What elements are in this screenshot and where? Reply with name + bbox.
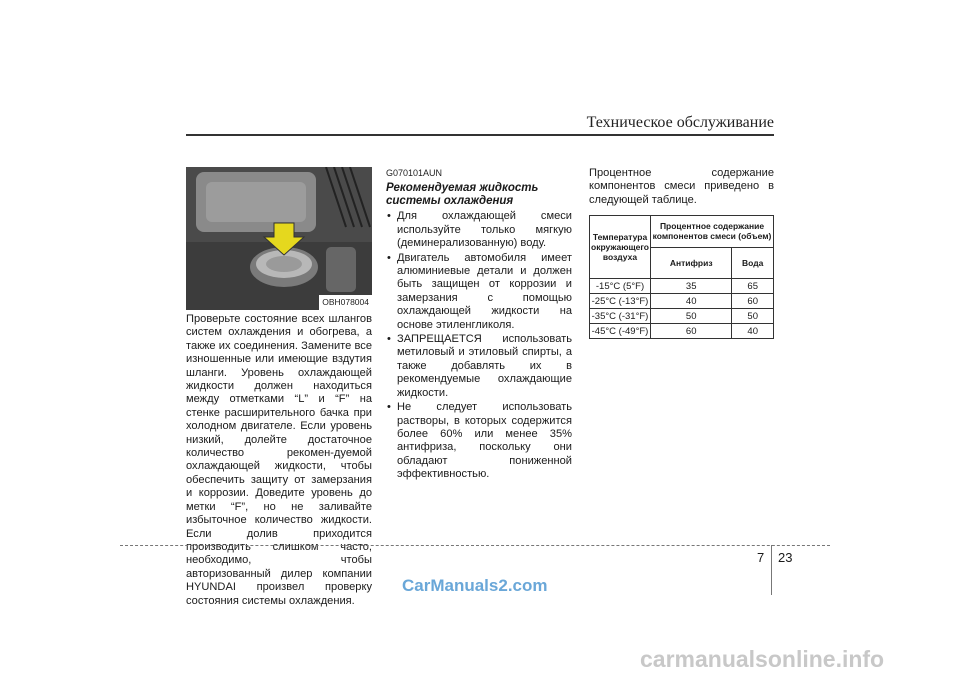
- coolant-mix-table: [589, 215, 774, 339]
- cell-antifreeze: 35: [651, 279, 732, 294]
- column-3: [589, 167, 774, 339]
- cell-temp: -25°C (-13°F): [590, 294, 651, 309]
- section-code: G070101AUN: [386, 168, 443, 178]
- cell-water: 65: [732, 279, 774, 294]
- table-row: [590, 309, 774, 324]
- section-title: Техническое обслуживание: [586, 114, 774, 131]
- coolant-recommendation-title: Рекомендуемая жидкость системы охлаждения: [386, 182, 539, 208]
- hose-check-paragraph: Проверьте состояние всех шлангов систем охлаждения и обогрева, а также их соединения. Замените все изношенные или имеющие вздутия шланги. Уровень охлаждающей жидкости должен находиться между отметками “L” и “F” на стенке расширительного бачка при холодном двигателе. Если уровень низкий, долейте достаточное количество рекомен-дуемой охлаждающей жидкости, чтобы обеспечить защиту от замерзания и коррозии. Доведите уровень до метки “F”, но не заливайте избыточное количество жидкости. Если долив приходится производить слишком часто, необходимо, чтобы авторизованный дилер компании HYUNDAI произвел проверку состояния системы охлаждения.: [186, 313, 372, 607]
- engine-photo: [186, 167, 372, 310]
- cell-antifreeze: 60: [651, 324, 732, 339]
- header-rule: [186, 134, 774, 136]
- figure-code: OBH078004: [319, 295, 372, 310]
- page-divider: [771, 545, 772, 595]
- cell-antifreeze: 50: [651, 309, 732, 324]
- header-antifreeze: Антифриз: [651, 247, 732, 279]
- cell-antifreeze: 40: [651, 294, 732, 309]
- watermark-link[interactable]: CarManuals2.com: [402, 576, 548, 595]
- watermark-site: carmanualsonline.info: [640, 646, 885, 672]
- list-item: • ЗАПРЕЩАЕТСЯ использовать метиловый и этиловый спирты, а также добавлять их в рекомендуемые охлаждающие жидкости.: [386, 333, 572, 400]
- column-1: [186, 167, 372, 608]
- cell-water: 40: [732, 324, 774, 339]
- recommendation-list: [386, 210, 572, 481]
- table-intro: Процентное содержание компонентов смеси приведено в следующей таблице.: [589, 167, 774, 206]
- cell-temp: -15°C (5°F): [590, 279, 651, 294]
- header-temperature: Температура окружающего воздуха: [590, 216, 651, 279]
- column-2: [386, 167, 572, 483]
- list-item: • Не следует использовать растворы, в которых содержится более 60% или менее 35% антифриза, поскольку они обладают пониженной эффективностью.: [386, 401, 572, 481]
- header-water: Вода: [732, 247, 774, 279]
- footer-rule: [120, 545, 830, 546]
- table-row: [590, 294, 774, 309]
- table-row: [590, 324, 774, 339]
- chapter-number: 7: [757, 550, 765, 565]
- cell-water: 50: [732, 309, 774, 324]
- list-item: • Двигатель автомобиля имеет алюминиевые детали и должен быть защищен от коррозии и замерзания с помощью охлаждающей жидкости на основе этиленгликоля.: [386, 252, 572, 332]
- header-percentage: Процентное содержание компонентов смеси (объем): [651, 216, 774, 248]
- cell-temp: -35°C (-31°F): [590, 309, 651, 324]
- page-number: 23: [778, 550, 793, 565]
- cell-water: 60: [732, 294, 774, 309]
- list-item: • Для охлаждающей смеси используйте только мягкую (деминерализованную) воду.: [386, 210, 572, 250]
- coolant-reservoir-illustration: [186, 167, 372, 310]
- table-row: [590, 279, 774, 294]
- cell-temp: -45°C (-49°F): [590, 324, 651, 339]
